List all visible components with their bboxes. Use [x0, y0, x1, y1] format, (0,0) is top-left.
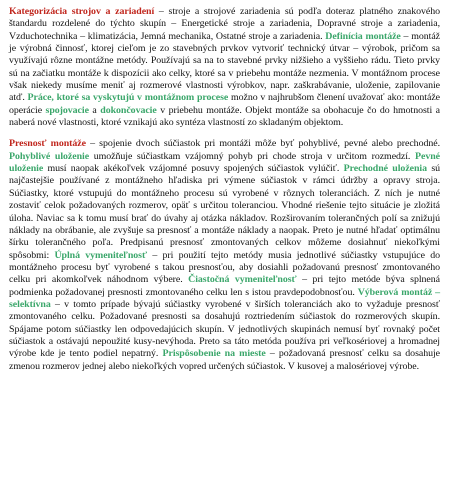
paragraph-text: sú najčastejšie používané z montážneho hľadiska pri výmene súčiastok v rámci údržby a opravy stroja. Súčiastky, ktoré vstupujú do montážneho procesu sú vyrobené v rôznych toleranciách. Z ních je nutné zostaviť celok požadovaných rozmerov, opäť s určitou toleranciou. Vhodné riešenie tejto situácie je zložitá úloha. Naviac sa k tomu musí brať do úvahy aj otázka nákladov. Rozširovaním tolerančných polí sa znižujú náklady na obrábanie, ale zvyšuje sa presnosť a montáže náklady a naopak. Preto je nutné hľadať optimálnu šírku tolerančného poľa. Predpisanú presnosť zmontovaných celkov môžeme dosiahnuť niekoľkými spôsobmi: — [9, 163, 441, 261]
paragraph-text: v priebehu montáže. Objekt montáže sa obohacuje čo do hmotnosti a naberá nové vlastnosti, ktoré vznikajú ako syntéza vlastností zo skladaným objektom. — [9, 104, 440, 129]
paragraph-text: umožňuje súčiastkam vzájomný pohyb pri chode stroja v určitom rozmedzí. — [89, 150, 416, 162]
paragraph-text: – v tomto prípade bývajú súčiastky vyrobené v širších toleranciách ako to vyžaduje presnosť zmontovaného celku. Požadované presnosti sa dosahujú roztriedením súčiastok do rozmerových skupín. Spájame potom súčiastky len odpovedajúcich skupín. V jednotlivých skupinách nemusí byť rovnaký počet súčiastok a ostávajú nepoužité kusy-nevýhoda. Preto sa táto metóda používa pri veľkosériovej a hromadnej výrobe kde je tento podiel nepatrný. — [9, 298, 440, 360]
term-movable-fit: Pohyblivé uloženie — [9, 150, 90, 162]
term-assembly-definition: Definícia montáže — [325, 30, 401, 42]
paragraph-text: – pri tejto metóde býva splnená podmienka požadovanej presnosti zmontovaného celku len s istou pravdepodobnosťou. — [9, 274, 440, 298]
paragraph-text: – požadovaná presnosť celku sa dosahuje zmenou rozmerov jednej alebo niekoľkých vopred určených súčiastok. V kusovej a malosériovej výrobe. — [9, 348, 441, 372]
paragraph-categorization — [9, 6, 440, 129]
term-selective-assembly: Výberová montáž –selektívna — [9, 286, 440, 310]
term-partial-interchangeability: Čiastočná vymeniteľnosť — [188, 274, 297, 286]
paragraph-text: musí naopak akékoľvek vzájomné posuvy spojených súčiastok vylúčiť. — [43, 163, 344, 175]
paragraph-text: – montáž je výrobná činnosť, ktorej cieľom je zo stavebných prvkov vytvoriť technický útvar – výrobok, pričom sa využívajú rôzne montážne metódy. Používajú sa na to stavebné prvky nižšieho a vyššieho rádu. Tieto prvky sú na začiatku montáže k dispozícii ako celky, ktoré sa v priebehu montáže nezmenia. V montážnom procese však niekedy musíme meniť aj rozmerové vlastnosti výrobkov, napr. zaškrabávanie, uloženie, zapilovanie atď. — [9, 30, 440, 104]
paragraph-text: možno v najhrubšom členení uvažovať ako: montáže operácie — [9, 92, 441, 116]
term-fitting-on-site: Prispôsobenie na mieste — [162, 348, 266, 360]
heading-assembly-precision: Presnosť montáže — [9, 138, 86, 150]
term-finishing: dokončovacie — [100, 104, 157, 116]
heading-categorization: Kategorizácia strojov a zariadení — [9, 6, 155, 17]
term-transition-fit: Prechodné uloženia — [343, 163, 428, 175]
paragraph-text: – pri použití tejto metódy musia jednotlivé súčiastky vstupujúce do montážneho procesu byť vyrobené s takou presnosťou, aby dosiahli požadovanú presnosť zmontovaného celku pri akomkoľvek náhodnom výbere. — [9, 249, 440, 286]
term-full-interchangeability: Úplná vymeniteľnosť — [54, 249, 148, 261]
paragraph-text: – stroje a strojové zariadenia sú podľa doteraz platného znakového štandardu rozdelené do týchto skupín – Energetické stroje a zariadenia, Dopravné stroje a zariadenia, Vzduchotechnika – klimatizácia, Jemná mechanika, Ostatné stroje a zariadenia. — [9, 6, 440, 42]
term-assembly-work: Práce, ktoré sa vyskytujú v montážnom procese — [27, 92, 229, 104]
paragraph-assembly-precision — [9, 138, 440, 373]
paragraph-text: – spojenie dvoch súčiastok pri montáži môže byť pohyblivé, pevné alebo prechodné. — [85, 138, 440, 150]
term-joining: spojovacie — [45, 104, 89, 116]
term-fixed-fit: Pevné uloženie — [9, 150, 440, 175]
paragraph-text: a — [88, 104, 101, 116]
